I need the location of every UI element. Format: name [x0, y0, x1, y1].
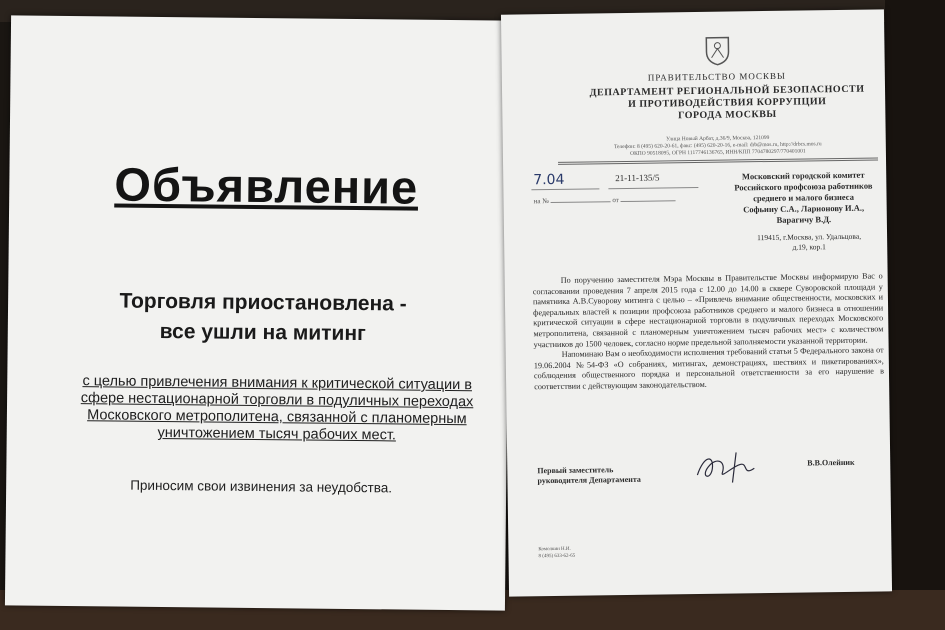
government-header: ПРАВИТЕЛЬСТВО МОСКВЫ	[647, 70, 786, 83]
date-line	[531, 188, 599, 190]
letter-paragraph-2: Напоминаю Вам о необходимости исполнения требований статьи 5 Федерального закона от 19.06.2004 №54-ФЗ «О собраниях, митингах, демонстрациях, шествиях и пикетированиях», соблюдения общественного порядка и персональной ответственности за его нарушение в соответствии с действующим законодательством.	[533, 345, 885, 392]
reg-number-line	[608, 187, 698, 189]
recipient-line2: Российского профсоюза работников	[734, 180, 873, 193]
department-line2: И ПРОТИВОДЕЙСТВИЯ КОРРУПЦИИ	[627, 96, 827, 110]
handwritten-signature-icon	[692, 446, 763, 487]
address-line2: Телефон: 8 (495) 620-20-61, факс: (495) 620-20-16, e-mail: drb@mos.ru, http://drbcs.mos.ru	[613, 141, 822, 151]
recipient-line5: Варагичу В.Д.	[776, 214, 832, 225]
in-reply-date-blank	[621, 200, 676, 202]
recipient-line1: Московский городской комитет	[741, 169, 865, 182]
letter-paragraph-1: По поручению заместителя Мэра Москвы в Правительстве Москвы информирую Вас о согласовании проведения 7 апреля 2015 года с 12.00 до 14.00 в сквере Суворовской площади у памятника А.В.Суворову митинга с целью – «Привлечь внимание общественности, московских и федеральных властей к позиции профсоюза работников среднего и малого бизнеса в отношении критической ситуации в сфере нестационарной торговли в подуличных переходах Московского метрополитена, связанной с планомерным уничтожением тысяч рабочих мест» с количеством участников до 1500 человек, согласно норме предельной заполняемости указанной территории.	[532, 271, 884, 349]
official-letter-sheet	[501, 9, 892, 596]
signer-role-line1: Первый заместитель	[537, 465, 614, 476]
moscow-coat-of-arms-icon	[704, 36, 730, 66]
notice-headline	[78, 286, 449, 350]
executor-info	[538, 546, 575, 561]
executor-phone: 8 (495) 633-62-65	[538, 553, 576, 560]
department-line1: ДЕПАРТАМЕНТ РЕГИОНАЛЬНОЙ БЕЗОПАСНОСТИ	[589, 83, 865, 99]
in-reply-to-label: на № от	[534, 195, 676, 205]
signer-role	[537, 465, 641, 486]
door-frame-right	[885, 0, 945, 630]
signer-name: В.В.Олейник	[807, 457, 855, 468]
in-reply-number-blank	[551, 201, 611, 203]
signer-role-line2: руководителя Департамента	[537, 474, 641, 486]
recipient-address	[734, 231, 884, 253]
notice-sheet	[5, 15, 511, 610]
executor-name: Комолкин Н.И.	[538, 546, 571, 553]
letter-reg-number: 21-11-135/5	[615, 172, 660, 184]
notice-headline-line1: Торговля приостановлена -	[119, 289, 407, 316]
address-line1: Улица Новый Арбат, д.36/9, Москва, 121099	[666, 134, 770, 143]
department-address	[558, 133, 878, 158]
department-line3: ГОРОДА МОСКВЫ	[677, 108, 777, 122]
letter-date: 7.04	[533, 171, 565, 189]
recipient-block	[728, 169, 879, 226]
department-header	[577, 83, 877, 123]
notice-headline-line2: все ушли на митинг	[159, 319, 366, 346]
notice-apology: Приносим свои извинения за неудобства.	[130, 477, 393, 496]
notice-body: с целью привлечения внимания к критической ситуации в сфере нестационарной торговли в подуличных переходах Московского метрополитена, связанной с планомерным уничтожением тысяч рабочих мест.	[80, 373, 474, 444]
address-line3: ОКПО 90518095, ОГРН 1117746136765, ИНН/КПП 7704780297/770401001	[630, 148, 806, 157]
notice-title: Объявление	[114, 157, 419, 214]
recipient-addr-line1: 119415, г.Москва, ул. Удальцова,	[757, 231, 862, 243]
letter-body	[533, 271, 885, 392]
recipient-line3: среднего и малого бизнеса	[753, 191, 854, 204]
recipient-line4: Софьину С.А., Ларионову И.А.,	[743, 202, 865, 215]
recipient-addr-line2: д.19, кор.1	[792, 242, 826, 252]
